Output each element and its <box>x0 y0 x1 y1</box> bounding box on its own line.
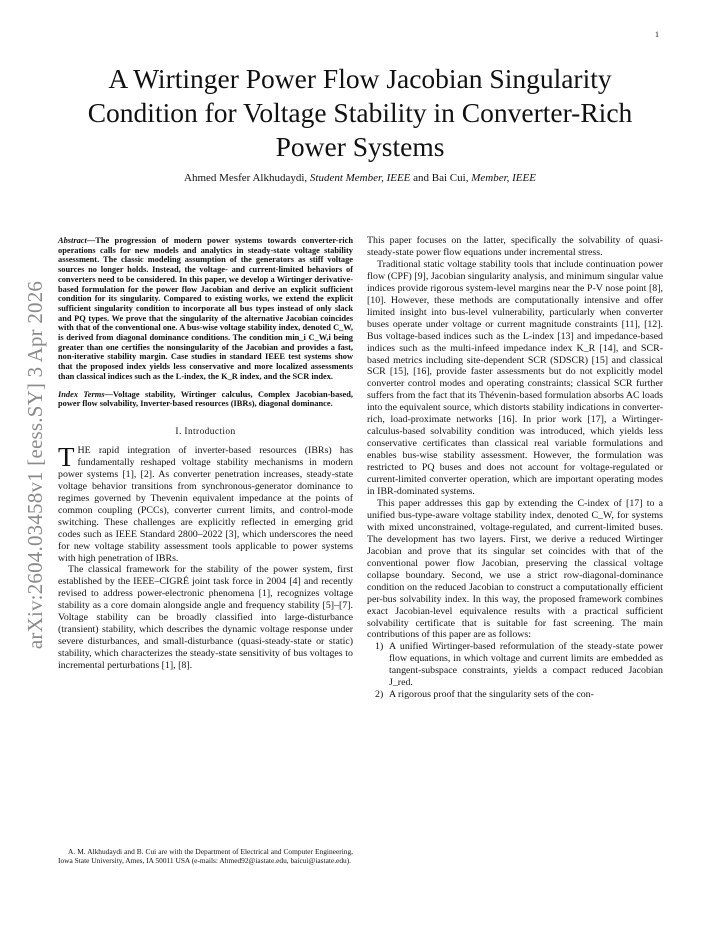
contribution-list <box>367 641 663 701</box>
section-heading: I. Introduction <box>175 426 236 437</box>
contribution-text: A unified Wirtinger-based reformulation of the steady-state power flow equations, in which voltage and current limits are embedded as tangent-subspace constraints, yields a compact reduced Jacobian J_red. <box>389 641 663 689</box>
contribution-item <box>367 641 663 689</box>
abstract <box>58 236 353 382</box>
abstract-text: —The progression of modern power systems towards converter-rich operations calls for new models and analytics in steady-state voltage stability assessment. The classic modeling assumption of the generators as stiff voltage sources no longer holds. Instead, the voltage- and current-limited behaviors of converters need to be considered. In this paper, we develop a Wirtinger derivative-based formulation for the power flow Jacobian and derive an explicit sufficient condition for its singularity. Compared to existing works, we extend the explicit sufficient singularity condition to incorporate all bus types instead of only slack and PQ types. We prove that the singularity of the alternative Jacobian coincides with that of the conventional one. A bus-wise voltage stability index, denoted C_W, is derived from diagonal dominance conditions. The condition min_i C_W,i being greater than one certifies the nonsingularity of the Jacobian and provides a fast, non-iterative stability margin. Case studies in standard IEEE test systems show that the proposed index yields less conservative and more localized assessments than classical indices such as the L-index, the K_R index, and the SCR index. <box>58 236 353 381</box>
intro-paragraph-1 <box>58 441 353 565</box>
right-column <box>367 235 663 701</box>
footnote-text: A. M. Alkhudaydi and B. Cui are with the Department of Electrical and Computer Engineering, Iowa State University, Ames, IA 50011 USA (e-mails: Ahmed92@iastate.edu, baicui@iastate.edu). <box>58 847 353 865</box>
abstract-label: Abstract <box>58 236 87 245</box>
right-paragraph-3: This paper addresses this gap by extending the C-index of [17] to a unified bus-type-aware voltage stability index, denoted C_W, for systems with mixed unconstrained, voltage-regulated, and current-limited buses. The development has two layers. First, we derive a reduced Wirtinger Jacobian and prove that its singular set coincides with that of the conventional power flow Jacobian, preserving the classical voltage collapse boundary. Second, we use a strict row-diagonal-dominance condition on the reduced Jacobian to construct a computationally efficient per-bus solvability index. In this way, the proposed framework combines exact Jacobian-level equivalence results with a practical sufficient solvability certificate that is suitable for fast screening. The main contributions of this paper are as follows: <box>367 497 663 641</box>
index-terms-label: Index Terms <box>58 389 105 399</box>
left-column <box>58 236 353 672</box>
right-paragraph-2: Traditional static voltage stability tools that include continuation power flow (CPF) [9], Jacobian singularity analysis, and minimum singular value indices provide rigorous system-level margins near the P-V nose point [8], [10]. However, these methods are computationally intensive and offer limited insight into bus-level vulnerability, particularly when converter buses operate under voltage or current magnitude constraints [11], [12]. Bus voltage-based indices such as the L-index [13] and impedance-based indices such as the multi-infeed impedance index K_R [14], and SCR-based metrics including site-dependent SCR (SDSCR) [15] and classical SCR [15], [16], provide faster assessments but do not explicitly model converter control modes and operating constraints; classical SCR further suffers from the fact that its Thévenin-based formulation absorbs AC loads into the equivalent source, which distorts stability indications in converter-rich, load-proximate networks [16]. In prior work [17], a Wirtinger-calculus-based solvability condition was introduced, which yields less conservative certificates than classical real variable formulations and enables bus-wise stability assessment. However, the formulation was restricted to PQ buses and does not account for voltage-regulated or current-limited converter operation, which are important operating modes in IBR-dominated systems. <box>367 258 663 498</box>
footnote <box>58 848 353 865</box>
author-line: Ahmed Mesfer Alkhudaydi, Student Member, IEEE and Bai Cui, Member, IEEE <box>184 172 536 184</box>
contribution-item <box>367 689 663 701</box>
drop-cap: T <box>58 441 75 472</box>
intro-paragraph-1-text: HE rapid integration of inverter-based resources (IBRs) has fundamentally reshaped voltage stability mechanisms in modern power systems [1], [2]. As converter penetration increases, steady-state voltage behavior transitions from synchronous-generator dominance to regimes governed by Thevenin equivalent impedance at the points of common coupling (PCCs), converter current limits, and control-mode switching. These challenges are explicitly reflected in emerging grid codes such as IEEE Standard 2800–2022 [3], which underscores the need for new voltage stability assessment tools applicable to power systems with high penetration of IBRs. <box>58 444 353 564</box>
intro-paragraph-2: The classical framework for the stability of the power system, first established by the IEEE–CIGRÉ joint task force in 2004 [4] and recently revised to address power-electronic phenomena [1], recognizes voltage stability as a core domain alongside angle and frequency stability [5]–[7]. Voltage stability can be broadly classified into large-disturbance (transient) stability, which describes the dynamic voltage response under severe disturbances, and small-disturbance (quasi-steady-state or static) stability, which characterizes the steady-state sensitivity of bus voltages to incremental perturbations [1], [8]. <box>58 564 353 672</box>
paper-title: A Wirtinger Power Flow Jacobian Singularity Condition for Voltage Stability in Converter-Rich Power Systems <box>87 63 633 162</box>
page-number: 1 <box>655 30 659 39</box>
right-paragraph-1: This paper focuses on the latter, specifically the solvability of quasi-steady-state power flow equations under incremental stress. <box>367 235 663 258</box>
contribution-text: A rigorous proof that the singularity sets of the con- <box>389 689 594 701</box>
arxiv-stamp: arXiv:2604.03458v1 [eess.SY] 3 Apr 2026 <box>23 280 47 650</box>
index-terms-text: —Voltage stability, Wirtinger calculus, Complex Jacobian-based, power flow solvability, Inverter-based resources (IBRs), diagonal dominance. <box>58 389 353 409</box>
contribution-number: 2) <box>375 689 384 701</box>
index-terms <box>58 390 353 409</box>
contribution-number: 1) <box>375 641 384 653</box>
